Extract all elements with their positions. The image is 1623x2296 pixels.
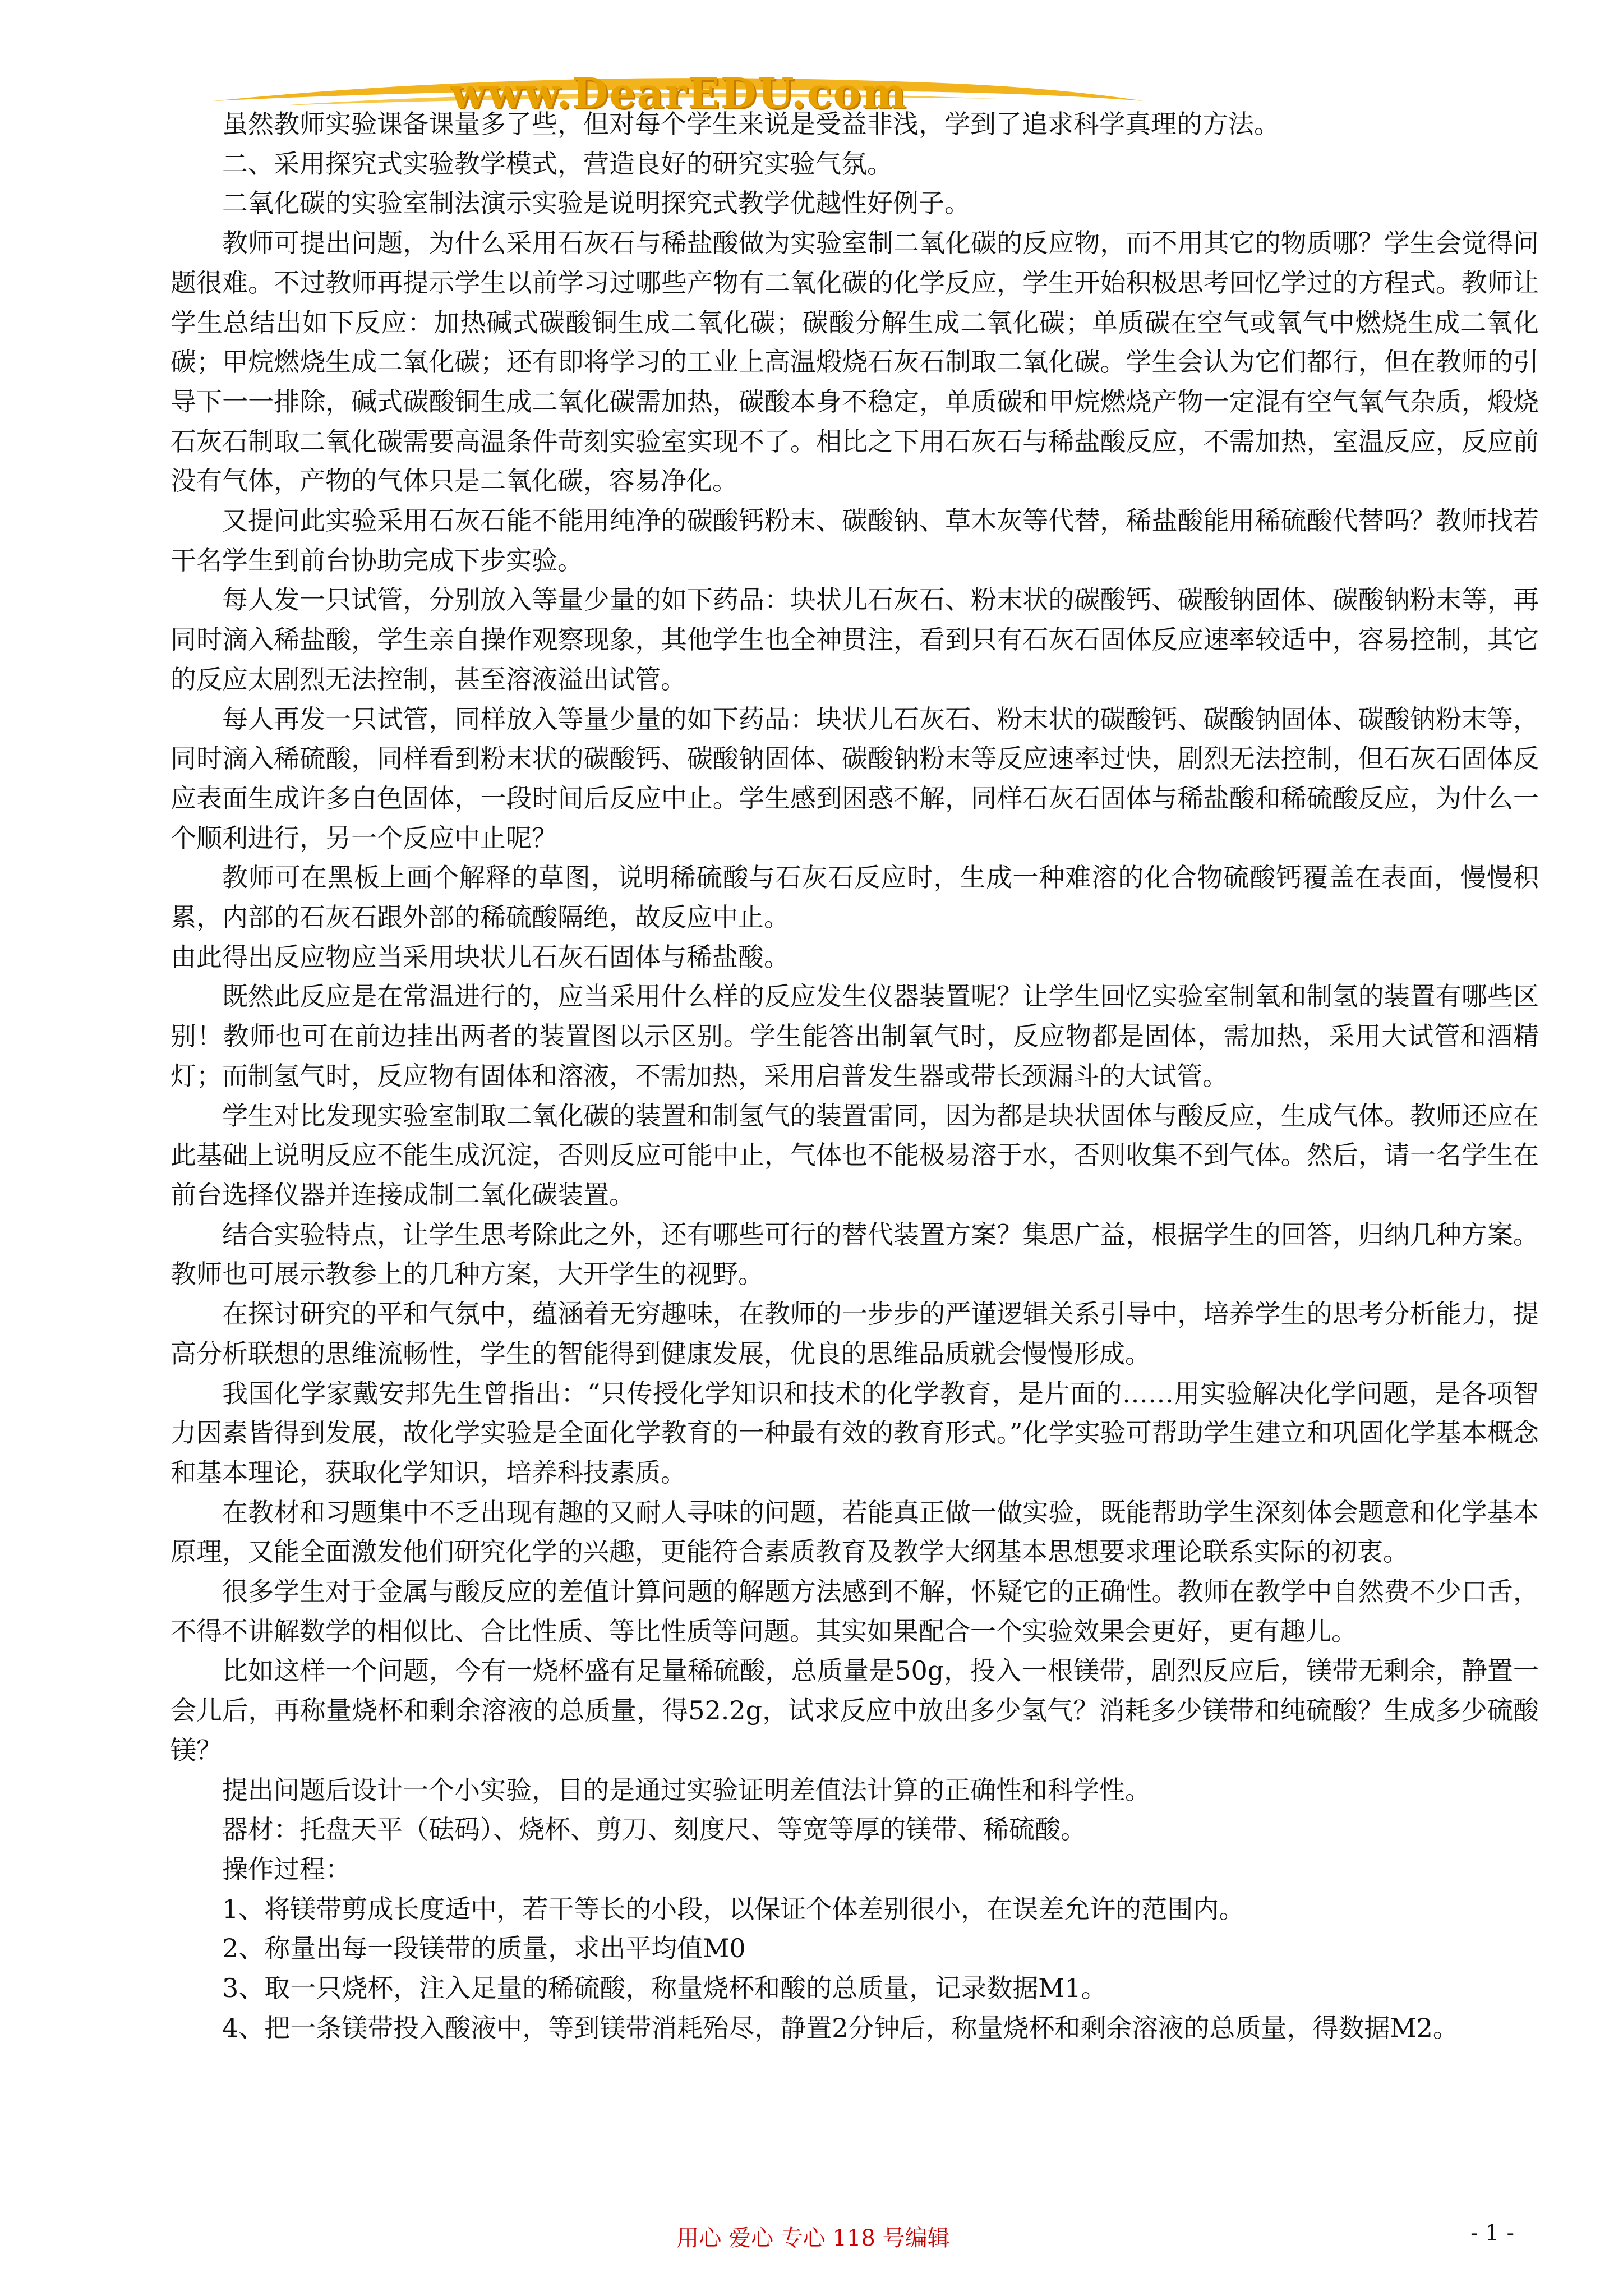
document-body <box>170 104 1539 2047</box>
paragraph: 在教材和习题集中不乏出现有趣的又耐人寻味的问题，若能真正做一做实验，既能帮助学生深刻体会题意和化学基本原理，又能全面激发他们研究化学的兴趣，更能符合素质教育及教学大纲基本思想要求理论联系实际的初衷。 <box>170 1497 1539 1567</box>
paragraph: 又提问此实验采用石灰石能不能用纯净的碳酸钙粉末、碳酸钠、草木灰等代替，稀盐酸能用稀硫酸代替吗？教师找若干名学生到前台协助完成下步实验。 <box>170 505 1539 576</box>
paragraph: 结合实验特点，让学生思考除此之外，还有哪些可行的替代装置方案？集思广益，根据学生的回答，归纳几种方案。教师也可展示教参上的几种方案，大开学生的视野。 <box>170 1219 1539 1290</box>
paragraph: 虽然教师实验课备课量多了些，但对每个学生来说是受益非浅，学到了追求科学真理的方法。 <box>222 109 1280 139</box>
procedure-step: 4、把一条镁带投入酸液中，等到镁带消耗殆尽，静置2分钟后，称量烧杯和剩余溶液的总质量，得数据M2。 <box>222 2012 1459 2043</box>
equipment-list: 器材：托盘天平（砝码）、烧杯、剪刀、刻度尺、等宽等厚的镁带、稀硫酸。 <box>222 1814 1086 1845</box>
paragraph: 提出问题后设计一个小实验，目的是通过实验证明差值法计算的正确性和科学性。 <box>222 1774 1151 1805</box>
page-footer <box>0 2220 1623 2254</box>
paragraph: 每人再发一只试管，同样放入等量少量的如下药品：块状儿石灰石、粉末状的碳酸钙、碳酸钠固体、碳酸钠粉末等，同时滴入稀硫酸，同样看到粉末状的碳酸钙、碳酸钠固体、碳酸钠粉末等反应速率过快，剧烈无法控制，但石灰石固体反应表面生成许多白色固体，一段时间后反应中止。学生感到困惑不解，同样石灰石固体与稀盐酸和稀硫酸反应，为什么一个顺利进行，另一个反应中止呢？ <box>170 703 1539 853</box>
paragraph: 二氧化碳的实验室制法演示实验是说明探究式教学优越性好例子。 <box>222 188 970 219</box>
paragraph: 教师可在黑板上画个解释的草图，说明稀硫酸与石灰石反应时，生成一种难溶的化合物硫酸钙覆盖在表面，慢慢积累，内部的石灰石跟外部的稀硫酸隔绝，故反应中止。 <box>170 862 1539 933</box>
paragraph: 每人发一只试管，分别放入等量少量的如下药品：块状儿石灰石、粉末状的碳酸钙、碳酸钠固体、碳酸钠粉末等，再同时滴入稀盐酸，学生亲自操作观察现象，其他学生也全神贯注，看到只有石灰石固体反应速率较适中，容易控制，其它的反应太剧烈无法控制，甚至溶液溢出试管。 <box>170 585 1539 694</box>
paragraph: 由此得出反应物应当采用块状儿石灰石固体与稀盐酸。 <box>170 941 790 972</box>
page-number: - 1 - <box>1470 2220 1514 2246</box>
procedure-step: 3、取一只烧杯，注入足量的稀硫酸，称量烧杯和酸的总质量，记录数据M1。 <box>222 1973 1107 2004</box>
procedure-step: 1、将镁带剪成长度适中，若干等长的小段，以保证个体差别很小，在误差允许的范围内。 <box>222 1893 1245 1924</box>
paragraph: 既然此反应是在常温进行的，应当采用什么样的反应发生仪器装置呢？让学生回忆实验室制氧和制氢的装置有哪些区别！教师也可在前边挂出两者的装置图以示区别。学生能答出制氧气时，反应物都是固体，需加热，采用大试管和酒精灯；而制氢气时，反应物有固体和溶液，不需加热，采用启普发生器或带长颈漏斗的大试管。 <box>170 981 1539 1091</box>
section-heading: 二、采用探究式实验教学模式，营造良好的研究实验气氛。 <box>222 148 893 179</box>
paragraph: 教师可提出问题，为什么采用石灰石与稀盐酸做为实验室制二氧化碳的反应物，而不用其它的物质哪？学生会觉得问题很难。不过教师再提示学生以前学习过哪些产物有二氧化碳的化学反应，学生开始积极思考回忆学过的方程式。教师让学生总结出如下反应：加热碱式碳酸铜生成二氧化碳；碳酸分解生成二氧化碳；单质碳在空气或氧气中燃烧生成二氧化碳；甲烷燃烧生成二氧化碳；还有即将学习的工业上高温煅烧石灰石制取二氧化碳。学生会认为它们都行，但在教师的引导下一一排除，碱式碳酸铜生成二氧化碳需加热，碳酸本身不稳定，单质碳和甲烷燃烧产物一定混有空气氧气杂质，煅烧石灰石制取二氧化碳需要高温条件苛刻实验室实现不了。相比之下用石灰石与稀盐酸反应，不需加热，室温反应，反应前没有气体，产物的气体只是二氧化碳，容易净化。 <box>170 228 1539 496</box>
paragraph: 很多学生对于金属与酸反应的差值计算问题的解题方法感到不解，怀疑它的正确性。教师在教学中自然费不少口舌，不得不讲解数学的相似比、合比性质、等比性质等问题。其实如果配合一个实验效果会更好，更有趣儿。 <box>170 1576 1539 1646</box>
paragraph: 我国化学家戴安邦先生曾指出：“只传授化学知识和技术的化学教育，是片面的……用实验解决化学问题，是各项智力因素皆得到发展，故化学实验是全面化学教育的一种最有效的教育形式。”化学实验可帮助学生建立和巩固化学基本概念和基本理论，获取化学知识，培养科技素质。 <box>170 1378 1539 1488</box>
logo-text: www.DearEDU.com <box>450 70 907 118</box>
procedure-step: 2、称量出每一段镁带的质量，求出平均值M0 <box>222 1933 746 1964</box>
procedure-heading: 操作过程： <box>222 1853 351 1884</box>
paragraph: 在探讨研究的平和气氛中，蕴涵着无穷趣味，在教师的一步步的严谨逻辑关系引导中，培养学生的思考分析能力，提高分析联想的思维流畅性，学生的智能得到健康发展，优良的思维品质就会慢慢形成。 <box>170 1299 1539 1369</box>
paragraph: 学生对比发现实验室制取二氧化碳的装置和制氢气的装置雷同，因为都是块状固体与酸反应，生成气体。教师还应在此基础上说明反应不能生成沉淀，否则反应可能中止，气体也不能极易溶于水，否则收集不到气体。然后，请一名学生在前台选择仪器并连接成制二氧化碳装置。 <box>170 1100 1539 1210</box>
paragraph: 比如这样一个问题，今有一烧杯盛有足量稀硫酸，总质量是50g，投入一根镁带，剧烈反应后，镁带无剩余，静置一会儿后，再称量烧杯和剩余溶液的总质量，得52.2g，试求反应中放出多少氢气？消耗多少镁带和纯硫酸？生成多少硫酸镁？ <box>170 1655 1539 1765</box>
footer-editor-note: 用心 爱心 专心 118 号编辑 <box>676 2225 950 2251</box>
